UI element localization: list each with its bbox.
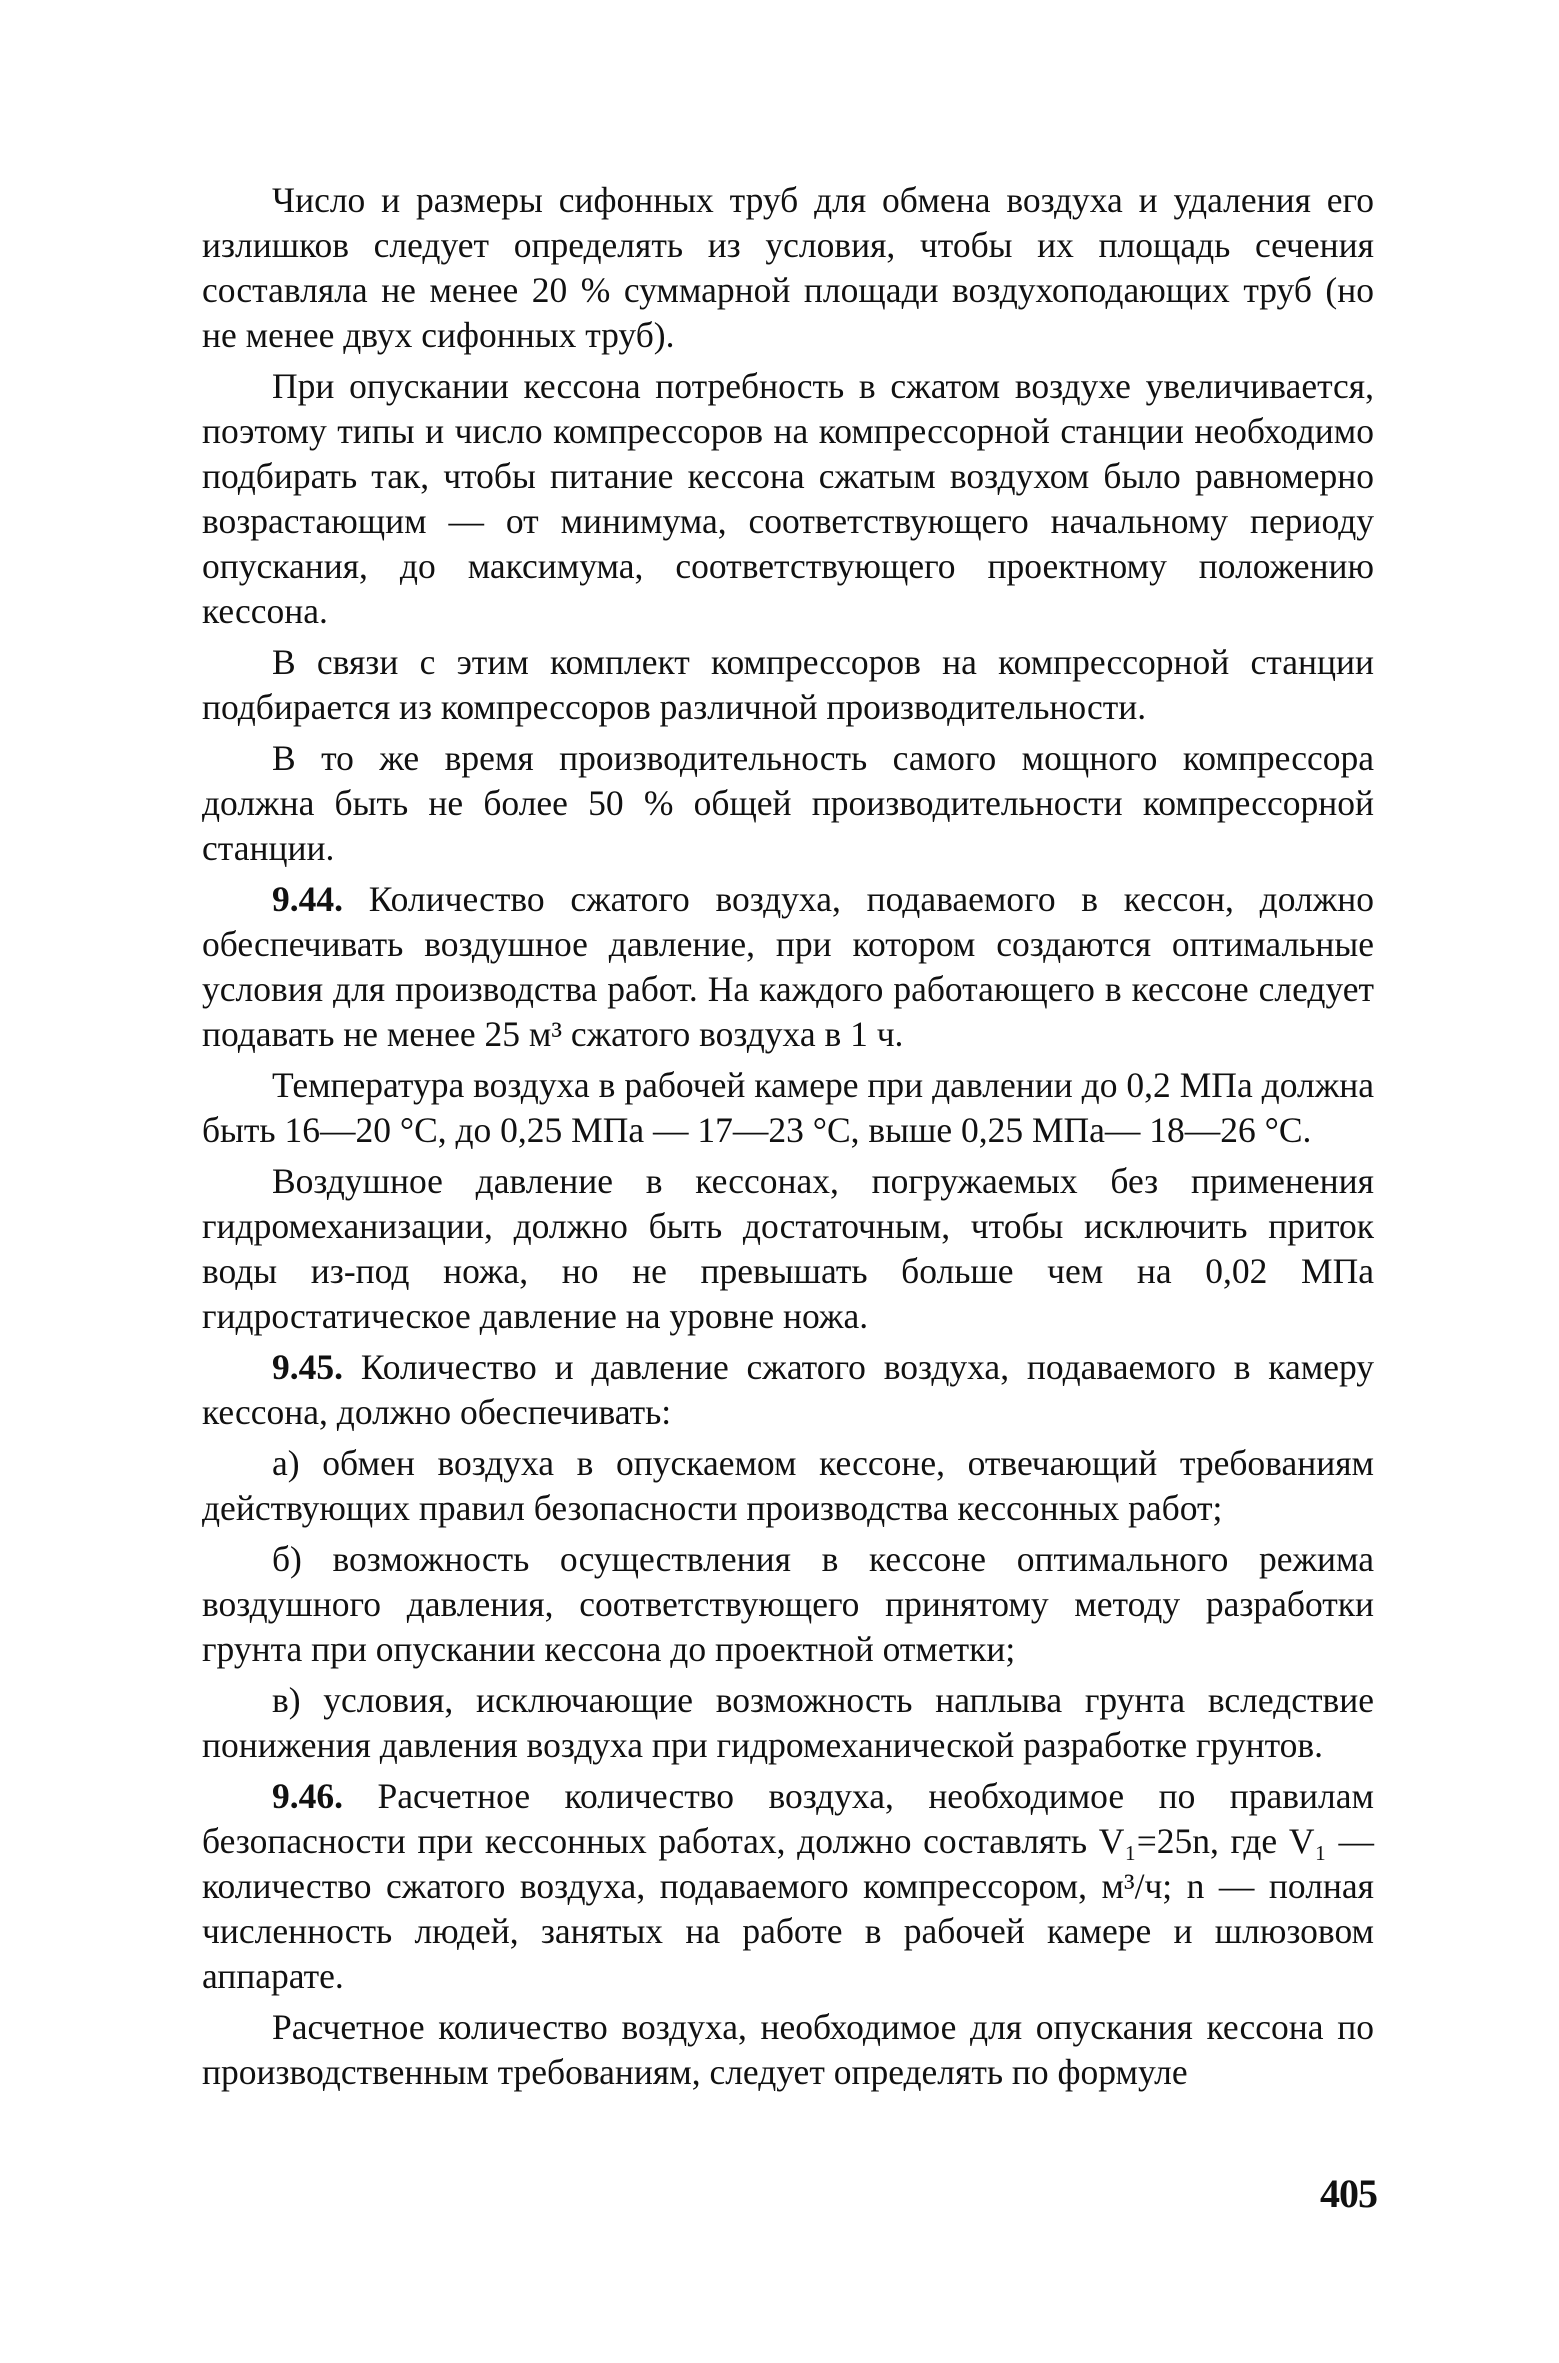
paragraph-text: б) возможность осуществления в кессоне оптимального режима воздушного давления, соответствующего принятому методу разработки грунта при опускании кессона до проектной отметки; xyxy=(202,1539,1374,1669)
paragraph-formula-intro xyxy=(202,2005,1374,2095)
paragraph-max-capacity xyxy=(202,736,1374,871)
paragraph-text: Число и размеры сифонных труб для обмена воздуха и удаления его излишков следует определять из условия, чтобы их площадь сечения составляла не менее 20 % суммарной площади воздухоподающих труб (но не менее двух сифонных труб). xyxy=(202,180,1374,355)
paragraph-compressor-selection xyxy=(202,364,1374,634)
paragraph-air-pressure xyxy=(202,1159,1374,1339)
paragraph-siphon-pipes xyxy=(202,178,1374,358)
clause-9-44 xyxy=(202,877,1374,1057)
clause-9-45 xyxy=(202,1345,1374,1435)
list-item-a xyxy=(202,1441,1374,1531)
paragraph-text: В связи с этим комплект компрессоров на компрессорной станции подбирается из компрессоров различной производительности. xyxy=(202,642,1374,727)
paragraph-text: Воздушное давление в кессонах, погружаемых без применения гидромеханизации, должно быть достаточным, чтобы исключить приток воды из-под ножа, но не превышать больше чем на 0,02 МПа гидростатическое давление на уровне ножа. xyxy=(202,1161,1374,1336)
paragraph-air-temperature xyxy=(202,1063,1374,1153)
paragraph-text: в) условия, исключающие возможность наплыва грунта вследствие понижения давления воздуха при гидромеханической разработке грунтов. xyxy=(202,1680,1374,1765)
clause-9-46 xyxy=(202,1774,1374,1999)
page-number: 405 xyxy=(1320,2171,1377,2216)
clause-number: 9.46. xyxy=(272,1776,343,1816)
paragraph-text: Температура воздуха в рабочей камере при давлении до 0,2 МПа должна быть 16—20 °С, до 0,25 МПа — 17—23 °С, выше 0,25 МПа— 18—26 °С. xyxy=(202,1065,1374,1150)
page-body xyxy=(202,178,1374,2101)
clause-number: 9.45. xyxy=(272,1347,343,1387)
paragraph-text: Расчетное количество воздуха, необходимое для опускания кессона по производственным требованиям, следует определять по формуле xyxy=(202,2007,1374,2092)
paragraph-text: Расчетное количество воздуха, необходимое по правилам безопасности при кессонных работах, должно составлять V₁=25n, где V₁ — количество сжатого воздуха, подаваемого компрессором, м³/ч; n — полная численность людей, занятых на работе в рабочей камере и шлюзовом аппарате. xyxy=(202,1776,1374,1996)
paragraph-text: Количество сжатого воздуха, подаваемого в кессон, должно обеспечивать воздушное давление, при котором создаются оптимальные условия для производства работ. На каждого работающего в кессоне следует подавать не менее 25 м³ сжатого воздуха в 1 ч. xyxy=(202,879,1374,1054)
list-item-v xyxy=(202,1678,1374,1768)
paragraph-compressor-set xyxy=(202,640,1374,730)
paragraph-text: Количество и давление сжатого воздуха, подаваемого в камеру кессона, должно обеспечивать: xyxy=(202,1347,1374,1432)
paragraph-text: а) обмен воздуха в опускаемом кессоне, отвечающий требованиям действующих правил безопасности производства кессонных работ; xyxy=(202,1443,1374,1528)
clause-number: 9.44. xyxy=(272,879,343,919)
list-item-b xyxy=(202,1537,1374,1672)
paragraph-text: В то же время производительность самого мощного компрессора должна быть не более 50 % общей производительности компрессорной станции. xyxy=(202,738,1374,868)
paragraph-text: При опускании кессона потребность в сжатом воздухе увеличивается, поэтому типы и число компрессоров на компрессорной станции необходимо подбирать так, чтобы питание кессона сжатым воздухом было равномерно возрастающим — от минимума, соответствующего начальному периоду опускания, до максимума, соответствующего проектному положению кессона. xyxy=(202,366,1374,631)
